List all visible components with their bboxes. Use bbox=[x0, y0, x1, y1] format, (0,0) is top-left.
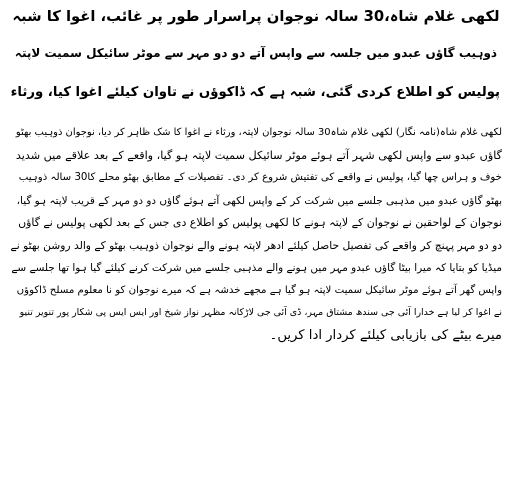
body-line: میڈیا کو بتایا کہ میرا بیٹا گاؤں عبدو مہر میں ہونے والے مذہبی جلسے میں شرکت کرنے کیلئے گیا ہوا تھا جلسے سے bbox=[11, 262, 502, 274]
body-line: خوف و ہراس چھا گیا، پولیس نے واقعے کی تفتیش شروع کر دی۔ تفصیلات کے مطابق بھٹو محلے کا30 سالہ ذوہیب bbox=[18, 172, 502, 183]
body-line: دو دو مہر پہنچ کر واقعے کی تفصیل حاصل کیلئے ادھر لاپتہ ہونے والے نوجوان ذوہیب بھٹو کے والد روشن بھٹو نے bbox=[10, 238, 502, 252]
body-line: گاؤں عبدو سے واپس لکھی شہر آتے ہوئے موٹر سائیکل سمیت لاپتہ ہو گیا، واقعے کے بعد علاقے میں شدید bbox=[15, 148, 502, 162]
body-line: بھٹو گاؤں عبدو میں مذہبی جلسے میں شرکت کر کے واپس لکھی آتے ہوئے گاؤں دو دو مہر کے قریب لاپتہ ہو گیا، bbox=[16, 194, 502, 207]
headline-line-2: ذوہیب گاؤں عبدو میں جلسہ سے واپس آتے دو دو مہر سے موٹر سائیکل سمیت لاپتہ bbox=[14, 46, 498, 60]
body-line: لکھی غلام شاہ(نامہ نگار) لکھی غلام شاہ30 سالہ نوجوان لاپتہ، ورثاء نے اغوا کا شک ظاہر کر دیا، نوجوان ذوہیب بھٹو bbox=[15, 127, 502, 138]
body-line: واپس گھر آتے ہوئے موٹر سائیکل سمیت لاپتہ ہو گیا ہے مجھے خدشہ ہے کہ میرے نوجوان کو نا معلوم مسلح ڈاکوؤں bbox=[16, 284, 502, 296]
article-body bbox=[10, 122, 502, 347]
headline-line-1: لکھی غلام شاہ،30 سالہ نوجوان پراسرار طور پر غائب، اغوا کا شبہ bbox=[12, 8, 500, 25]
headline-line-3: پولیس کو اطلاع کردی گئی، شبہ ہے کہ ڈاکوؤں نے تاوان کیلئے اغوا کیا، ورثاء bbox=[10, 85, 500, 100]
body-line: نے اغوا کر لیا ہے خدارا آئی جی سندھ مشتاق مہر، ڈی آئی جی لاڑکانہ مظہر نواز شیخ اور ایس ایس پی شکار پور تنویر تنیو bbox=[19, 307, 502, 318]
body-line: نوجوان کے لواحقین نے نوجوان کے لاپتہ ہونے کا لکھی پولیس کو اطلاع دی جس کے بعد لکھی پولیس نے گاؤں bbox=[18, 216, 502, 229]
body-line: میرے بیٹے کی بازیابی کیلئے کردار ادا کریں۔ bbox=[269, 327, 502, 343]
